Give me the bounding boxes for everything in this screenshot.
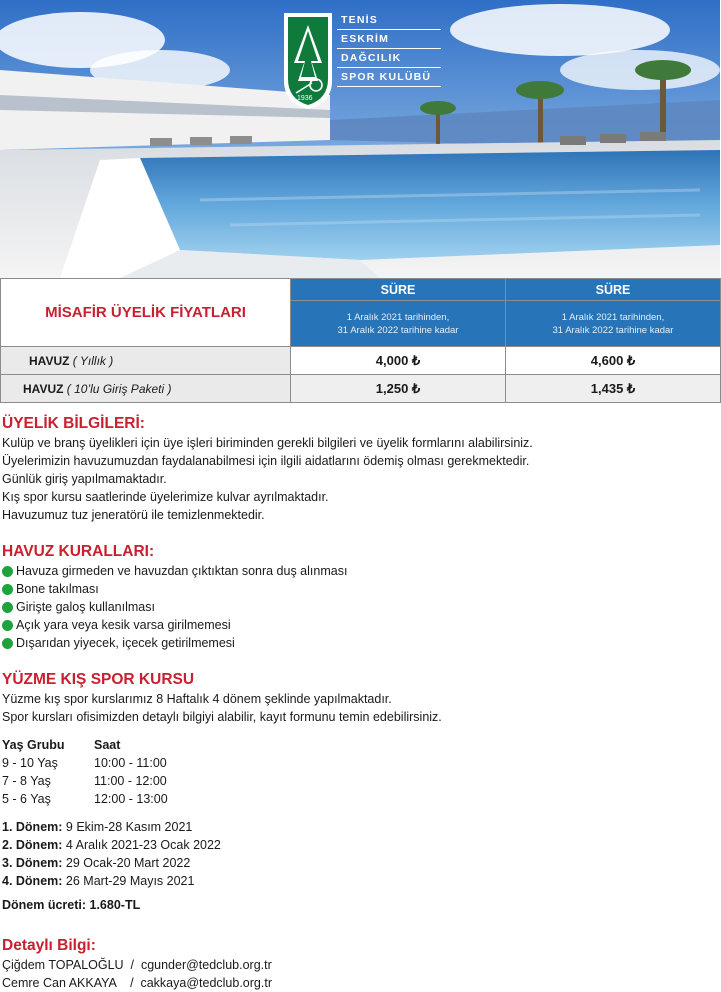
term-line: [2, 872, 718, 890]
membership-line: Havuzumuz tuz jeneratörü ile temizlenmektedir.: [2, 508, 265, 522]
rule-text: Havuza girmeden ve havuzdan çıktıktan sonra duş alınması: [16, 564, 348, 578]
schedule-header-age: Yaş Grubu: [2, 738, 65, 752]
schedule-time: 10:00 - 11:00: [94, 756, 167, 770]
period-2-end: 31 Aralık 2022 tarihine kadar: [552, 324, 674, 336]
membership-line: Kulüp ve branş üyelikleri için üye işleri biriminden gerekli bilgileri ve üyelik formlarını alabilirsiniz.: [2, 436, 533, 450]
term-label: 4. Dönem:: [2, 874, 63, 888]
logo-line-4: SPOR KULÜBÜ: [337, 68, 441, 87]
course-schedule: [2, 736, 718, 808]
logo-line-1: TENİS: [337, 11, 441, 30]
course-line: Yüzme kış spor kurslarımız 8 Haftalık 4 dönem şeklinde yapılmaktadır.: [2, 692, 392, 706]
guest-membership-price-table: [0, 278, 721, 403]
schedule-age: 7 - 8 Yaş: [2, 774, 51, 788]
term-dates: 4 Aralık 2021-23 Ocak 2022: [65, 838, 221, 852]
term-line: [2, 836, 718, 854]
course-fee: Dönem ücreti: 1.680-TL: [2, 898, 141, 912]
period-1-end: 31 Aralık 2022 tarihine kadar: [337, 324, 459, 336]
logo-year: 1936: [297, 95, 313, 102]
price-cell: 1,435 ₺: [506, 375, 721, 403]
price-cell: 4,000 ₺: [291, 347, 506, 375]
rule-item: [2, 634, 718, 652]
rule-text: Dışarıdan yiyecek, içecek getirilmemesi: [16, 636, 235, 650]
logo-line-2: ESKRİM: [337, 30, 441, 49]
membership-line: Üyelerimizin havuzumuzdan faydalanabilmesi için ilgili aidatlarını ödemiş olması gerekmektedir.: [2, 454, 530, 468]
term-line: [2, 854, 718, 872]
price-row-10-entry: [1, 375, 721, 403]
logo-line-3: DAĞCILIK: [337, 49, 441, 68]
term-dates: 29 Ocak-20 Mart 2022: [65, 856, 191, 870]
period-1-start: 1 Aralık 2021 tarihinden,: [346, 311, 450, 323]
rule-item: [2, 598, 718, 616]
schedule-time: 12:00 - 13:00: [94, 792, 168, 806]
schedule-age: 9 - 10 Yaş: [2, 756, 58, 770]
green-bullet-icon: [2, 602, 13, 613]
price-cell: 4,600 ₺: [506, 347, 721, 375]
price-col-period-1: [291, 301, 506, 347]
period-2-start: 1 Aralık 2021 tarihinden,: [561, 311, 665, 323]
contact-title: Detaylı Bilgi:: [2, 937, 96, 954]
swim-course-section: [2, 670, 718, 914]
schedule-header-time: Saat: [94, 738, 121, 752]
contact-person: Cemre Can AKKAYA / cakkaya@tedclub.org.tr: [2, 976, 272, 990]
green-bullet-icon: [2, 620, 13, 631]
membership-line: Günlük giriş yapılmamaktadır.: [2, 472, 167, 486]
row-label-note: ( Yıllık ): [72, 353, 114, 368]
row-label-text: HAVUZ: [29, 353, 70, 368]
green-bullet-icon: [2, 584, 13, 595]
price-table-title: MİSAFİR ÜYELİK FİYATLARI: [1, 279, 291, 347]
info-content: [2, 414, 718, 992]
rule-text: Bone takılması: [16, 582, 99, 596]
rule-item: [2, 616, 718, 634]
membership-section: [2, 414, 718, 524]
row-label-note: ( 10’lu Giriş Paketi ): [66, 381, 172, 396]
rule-item: [2, 562, 718, 580]
term-line: [2, 818, 718, 836]
pool-rules-section: [2, 542, 718, 652]
term-label: 3. Dönem:: [2, 856, 63, 870]
club-logo: [282, 11, 441, 111]
term-label: 2. Dönem:: [2, 838, 63, 852]
course-title: YÜZME KIŞ SPOR KURSU: [2, 671, 195, 688]
course-line: Spor kursları ofisimizden detaylı bilgiyi alabilir, kayıt formunu temin edebilirsiniz.: [2, 710, 442, 724]
term-label: 1. Dönem:: [2, 820, 63, 834]
price-row-label: [1, 347, 291, 375]
schedule-age: 5 - 6 Yaş: [2, 792, 51, 806]
price-row-label: [1, 375, 291, 403]
price-row-annual: [1, 347, 721, 375]
contact-person: Çiğdem TOPALOĞLU / cgunder@tedclub.org.tr: [2, 958, 272, 972]
schedule-time: 11:00 - 12:00: [94, 774, 167, 788]
logo-text-block: [297, 11, 441, 102]
hero-pool-image: [0, 0, 720, 278]
row-label-text: HAVUZ: [23, 381, 64, 396]
green-bullet-icon: [2, 638, 13, 649]
rule-item: [2, 580, 718, 598]
rules-title: HAVUZ KURALLARI:: [2, 543, 155, 560]
membership-title: ÜYELİK BİLGİLERİ:: [2, 415, 145, 432]
price-col-period-2: [506, 301, 721, 347]
contact-section: [2, 936, 718, 992]
course-terms: [2, 818, 718, 890]
green-bullet-icon: [2, 566, 13, 577]
term-dates: 26 Mart-29 Mayıs 2021: [65, 874, 195, 888]
membership-line: Kış spor kursu saatlerinde üyelerimize kulvar ayrılmaktadır.: [2, 490, 329, 504]
price-col-header-2: SÜRE: [506, 279, 721, 301]
rule-text: Girişte galoş kullanılması: [16, 600, 155, 614]
price-col-header-1: SÜRE: [291, 279, 506, 301]
rule-text: Açık yara veya kesik varsa girilmemesi: [16, 618, 231, 632]
term-dates: 9 Ekim-28 Kasım 2021: [65, 820, 193, 834]
price-cell: 1,250 ₺: [291, 375, 506, 403]
